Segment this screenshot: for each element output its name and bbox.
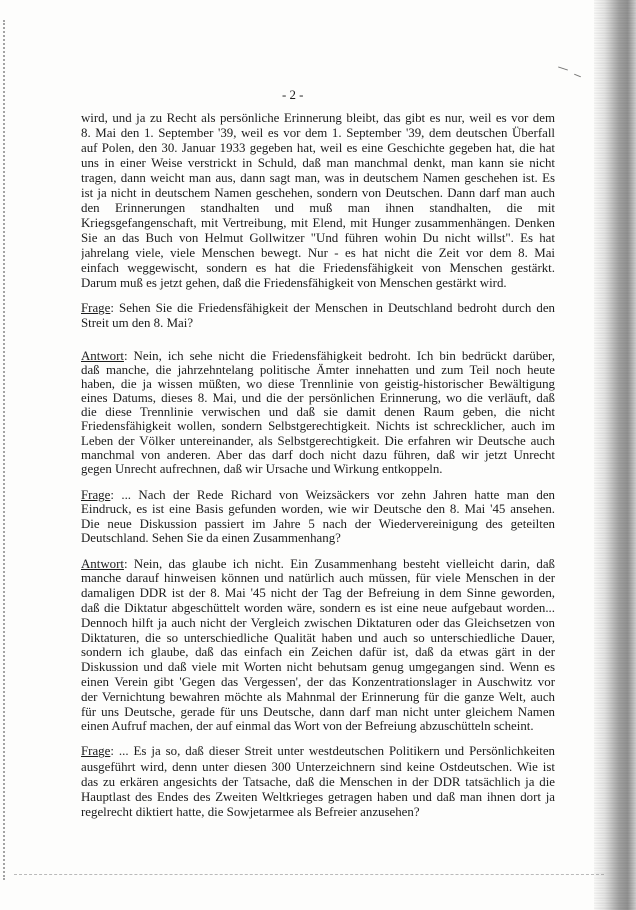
line-text: : Sehen Sie die Friedensfähigkeit der Menschen in Deutschland bedroht durch den	[110, 300, 555, 315]
paragraph-line: den Erinnerungen standhalten und muß man ihnen standhalten, die mit	[81, 200, 555, 215]
paragraph-line: manchmal von anderen. Aber das darf doch nicht dazu führen, daß wir jetzt Unrecht	[81, 447, 555, 462]
scan-bottom-edge-line	[14, 874, 604, 875]
paragraph-line: Deutschland. Sehen Sie da einen Zusammenhang?	[81, 530, 341, 545]
paragraph-line: Friedensfähigkeit wollen, sondern Selbstgerechtigkeit. Nichts ist schrecklicher, auch im	[81, 419, 555, 434]
page-number: - 2 -	[282, 88, 304, 102]
paragraph-line: einen Aufruf machen, der auf einmal das Wort von der Befreiung abzuschütteln scheint.	[81, 719, 534, 734]
scan-mark	[558, 66, 568, 70]
paragraph-line: das zu erkären angesichts der Tatsache, daß die Menschen in der DDR tatsächlich ja die	[81, 774, 555, 789]
paragraph-line: daß manche, die jahrzehntelang politische Ämter innehatten und zum Teil noch heute	[81, 363, 555, 378]
paragraph-line: auf Polen, den 30. Januar 1933 gegeben hat, weil es eine Geschichte gegeben hat, die hat	[81, 140, 555, 155]
paragraph-line: daß die Diktatur abgeschüttelt worden wäre, sondern es ist eine neue aufgebaut worden...	[81, 600, 555, 615]
paragraph-line: Darum muß es jetzt gehen, daß die Friedensfähigkeit von Menschen gestärkt wird.	[81, 275, 507, 290]
paragraph-line	[81, 557, 555, 572]
paragraph-line	[81, 301, 555, 316]
paragraph-line: einfach weggewischt, sondern es hat die Friedensfähigkeit von Menschen gestärkt.	[81, 260, 555, 275]
paragraph-line: sondern ich glaube, daß das einfach ein Zeichen dafür ist, daß da etwas gärt in der	[81, 645, 555, 660]
question-paragraph	[81, 488, 555, 545]
question-paragraph	[81, 744, 555, 820]
question-label: Frage	[81, 744, 111, 759]
question-paragraph	[81, 301, 555, 331]
paragraph-line: die diese Trennlinie verwischen und daß sie damit denen Raum geben, die nicht	[81, 405, 555, 420]
line-text: : ... Nach der Rede Richard von Weizsäckers vor zehn Jahren hatte man den	[110, 488, 555, 502]
paragraph-line: Leben der Völker untereinander, als Selbstgerechtigkeit. Die erfahren wir Deutsche auch	[81, 433, 555, 448]
scan-left-edge-specks	[3, 20, 5, 880]
scan-mark	[574, 74, 581, 78]
paragraph-line: haben, die ja wissen müßten, wo diese Trennlinie von geistig-historischer Bewältigung	[81, 377, 555, 392]
paragraph-line: regelrecht diktiert hatte, die Sowjetarmee als Befreier anzusehen?	[81, 805, 420, 820]
paragraph-line: einen Verein gibt 'Gegen das Vergessen', der das Konzentrationslager in Auschwitz vor	[81, 674, 555, 689]
paragraph-line: manche darauf hinweisen können und natürlich auch müssen, für viele Menschen in der	[81, 571, 555, 586]
paragraph-line: der Vernichtung bewahren möchte als Mahnmal der Erinnerung für die ganze Welt, auch	[81, 689, 555, 704]
paragraph-line: uns in einer Weise verstrickt in Schuld, daß man manchmal denkt, man kann sie nicht	[81, 155, 555, 170]
paragraph-line: für uns Deutsche, gerade für uns Deutsche, dann darf man nicht unter gleichem Namen	[81, 704, 555, 719]
paragraph-line: ausgeführt wird, denn unter diesen 300 Unterzeichnern sind keine Ostdeutschen. Wie ist	[81, 759, 555, 774]
answer-paragraph	[81, 557, 555, 735]
scan-edge-shadow	[594, 0, 636, 910]
paragraph-line: ist ja nicht in deutschem Namen geschehen, sondern von Deutschen. Dann darf man auch	[81, 185, 555, 200]
paragraph-line: damaligen DDR ist der 8. Mai '45 nicht der Tag der Befreiung in dem Sinne geworden,	[81, 586, 555, 601]
question-label: Frage	[81, 300, 111, 315]
paragraph-line: Kriegsgefangenschaft, mit Vertreibung, mit Elend, mit Hunger zusammenhängen. Denken	[81, 215, 555, 230]
paragraph-line	[81, 488, 555, 502]
paragraph-line: Streit um den 8. Mai?	[81, 315, 194, 330]
paragraph-line	[81, 349, 555, 363]
paragraph-line: eines Datums, dieses 8. Mai, und die der persönlichen Erinnerung, wo die verläuft, daß	[81, 391, 555, 406]
paragraph-line: Hauptlast des Endes des Zweiten Weltkrieges getragen haben und daß man ihnen dort ja	[81, 789, 555, 804]
answer-label: Antwort	[81, 556, 124, 571]
line-text: : Nein, das glaube ich nicht. Ein Zusammenhang besteht vielleicht darin, daß	[123, 556, 555, 571]
paragraph-line: Diskussion und daß viele mit Worten nicht behutsam genug umgegangen sind. Wenn es	[81, 660, 555, 675]
answer-label: Antwort	[81, 349, 124, 363]
line-text: : ... Es ja so, daß dieser Streit unter westdeutschen Politikern und Persönlichkeiten	[110, 744, 555, 759]
paragraph-line	[81, 744, 555, 759]
paragraph-line: Eindruck, es ist eine Basis gefunden worden, wie wir Deutsche den 8. Mai '45 ansehen.	[81, 502, 555, 517]
paragraph-line: Sie an das Buch von Helmut Gollwitzer "Und führen wohin Du nicht willst". Es hat	[81, 230, 555, 245]
paragraph-line: wird, und ja zu Recht als persönliche Erinnerung bleibt, das gibt es nur, weil es vor dem	[81, 110, 555, 125]
paragraph-line: tragen, dann weicht man aus, dann sagt man, was in deutschem Namen geschehen ist. Es	[81, 170, 555, 185]
text-paragraph	[81, 111, 555, 291]
paragraph-line: 8. Mai den 1. September '39, weil es vor dem 1. September '39, dem deutschen Überfall	[81, 125, 555, 140]
line-text: : Nein, ich sehe nicht die Friedensfähigkeit bedroht. Ich bin bedrückt darüber,	[123, 349, 555, 363]
paragraph-line: Dennoch hilft ja auch nicht der Vergleich zwischen Diktaturen oder das Gleichsetzen von	[81, 615, 555, 630]
paragraph-line: Diktaturen, die so unterschiedliche Qualität haben und auch so unterschiedliche Dauer,	[81, 630, 555, 645]
paragraph-line: Die neue Diskussion passiert im Jahre 5 nach der Wiedervereinigung des geteilten	[81, 516, 555, 531]
paragraph-line: gegen Unrecht aufrechnen, daß wir Ursache und Wirkung entkoppeln.	[81, 461, 443, 476]
answer-paragraph	[81, 349, 555, 476]
paragraph-line: jahrelang viele, viele Menschen bewegt. Nur - es hat nicht die Zeit vor dem 8. Mai	[81, 245, 555, 260]
question-label: Frage	[81, 488, 111, 502]
